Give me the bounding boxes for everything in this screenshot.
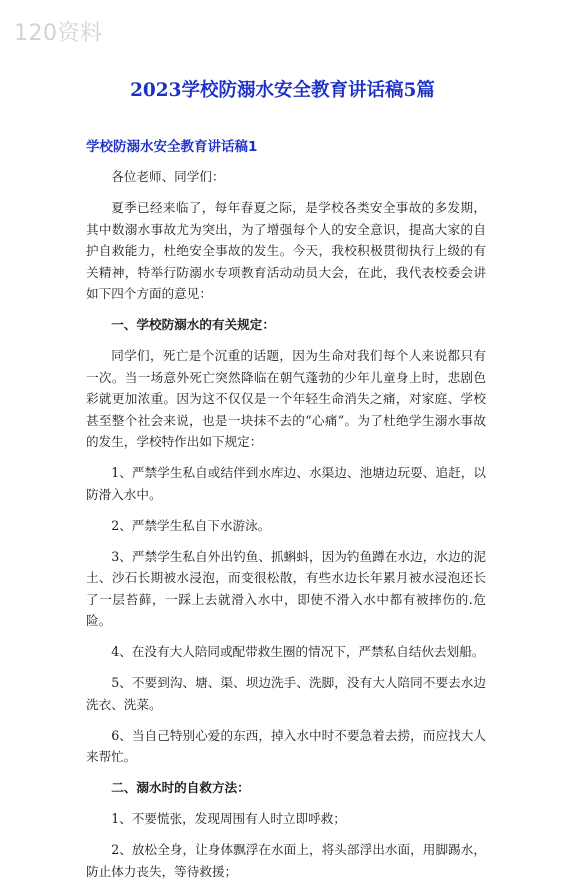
- self-rescue-item: 2、放松全身，让身体飘浮在水面上，将头部浮出水面，用脚踢水，防止体力丧失，等待救援；: [86, 842, 486, 879]
- rule-item: 3、严禁学生私自外出钓鱼、抓蝌蚪，因为钓鱼蹲在水边，水边的泥土、沙石长期被水浸泡，而变很松散，有些水边长年累月被水浸泡还长了一层苔藓，一踩上去就滑入水中，即使不滑入水中都有被摔伤的.危险。: [86, 548, 486, 628]
- salutation: 各位老师、同学们：: [111, 169, 225, 184]
- section-subtitle: 学校防溺水安全教育讲话稿1: [86, 139, 258, 155]
- paragraph: 同学们，死亡是个沉重的话题，因为生命对我们每个人来说都只有一次。当一场意外死亡突然降临在朝气蓬勃的少年儿童身上时，悲剧色彩就更加浓重。因为这不仅仅是一个年轻生命消失之痛，对家庭、学校甚至整个社会来说，也是一块抹不去的“心痛”。为了杜绝学生溺水事故的发生，学校特作出如下规定：: [86, 348, 486, 449]
- rule-item: 1、严禁学生私自或结伴到水库边、水渠边、池塘边玩耍、追赶，以防滑入水中。: [86, 465, 486, 502]
- rule-item: 5、不要到沟、塘、渠、坝边洗手、洗脚，没有大人陪同不要去水边洗衣、洗菜。: [86, 675, 486, 712]
- paragraph: 夏季已经来临了，每年春夏之际，是学校各类安全事故的多发期，其中数溺水事故尤为突出，为了增强每个人的安全意识，提高大家的自护自救能力，杜绝安全事故的发生。今天，我校积极贯彻执行上级的有关精神，特举行防溺水专项教育活动动员大会，在此，我代表校委会讲如下四个方面的意见：: [86, 200, 486, 301]
- watermark: 120资料: [14, 21, 103, 46]
- self-rescue-item: 1、不要慌张，发现周围有人时立即呼救；: [111, 811, 346, 826]
- document-body: [86, 166, 486, 892]
- rule-item: 6、当自己特别心爱的东西，掉入水中时不要急着去捞，而应找大人来帮忙。: [86, 727, 486, 764]
- document-title: 2023学校防溺水安全教育讲话稿5篇: [130, 80, 435, 101]
- rule-item: 2、严禁学生私自下水游泳。: [111, 517, 271, 533]
- section-heading: 一、学校防溺水的有关规定：: [111, 317, 275, 332]
- section-heading: 二、溺水时的自救方法：: [111, 780, 250, 795]
- rule-item: 4、在没有大人陪同或配带救生圈的情况下，严禁私自结伙去划船。: [111, 644, 485, 659]
